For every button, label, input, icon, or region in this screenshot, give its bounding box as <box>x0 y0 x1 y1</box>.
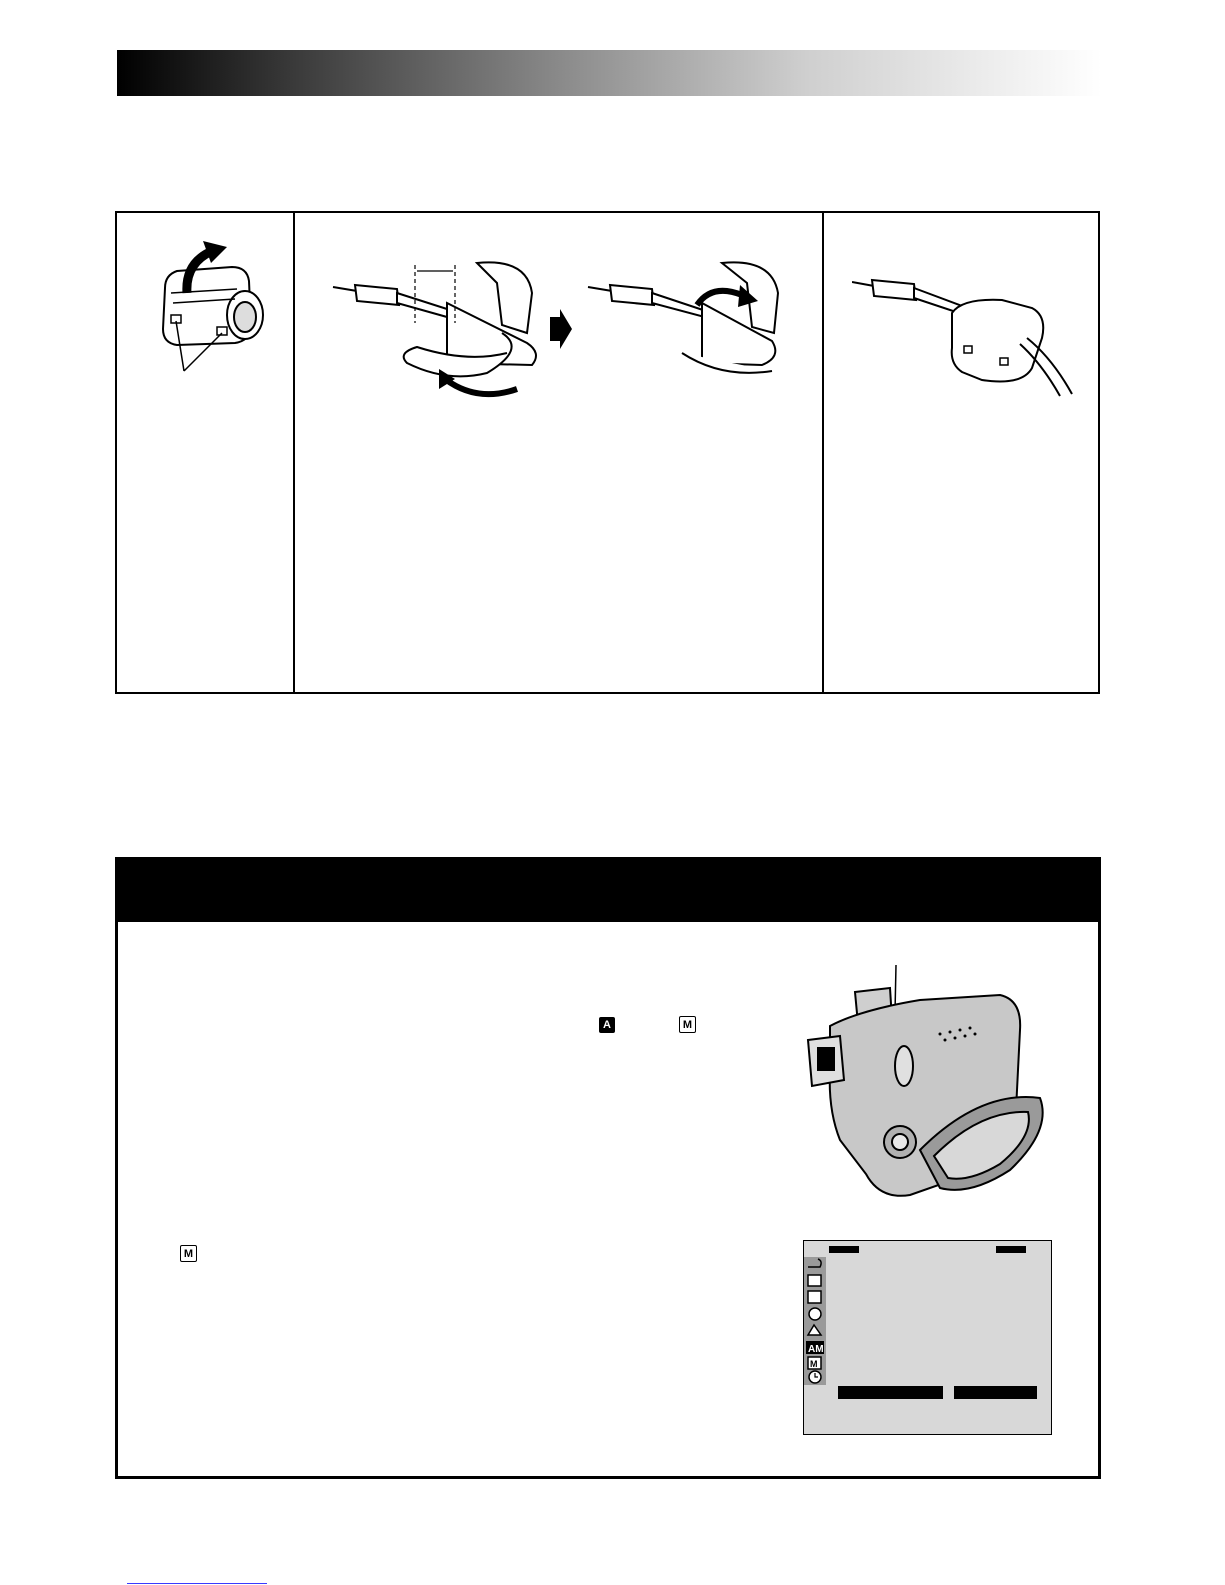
svg-text:M: M <box>810 1359 818 1369</box>
display-icon <box>808 1275 821 1286</box>
manual-mode-icon: M <box>679 1016 696 1033</box>
mode-section-title-bar <box>118 860 1098 922</box>
lcd-highlight-bar-right <box>954 1386 1037 1399</box>
panel-divider <box>293 213 295 692</box>
auto-mode-icon: A <box>599 1017 615 1033</box>
core-filter-instruction-box <box>115 211 1100 694</box>
wipe-icon <box>808 1325 821 1335</box>
cable-closing-illustration <box>582 253 797 393</box>
lcd-highlight-bar-left <box>838 1386 943 1399</box>
program-ae-icon <box>808 1291 821 1303</box>
return-icon <box>808 1259 821 1267</box>
section-heading-bar <box>117 50 1102 96</box>
lcd-top-bar-left <box>829 1246 859 1253</box>
footer-link-underline <box>127 1583 267 1584</box>
core-filter-attached-illustration <box>852 268 1077 398</box>
lcd-top-bar-right <box>996 1246 1026 1253</box>
manual-mode-icon: M <box>180 1245 197 1262</box>
lcd-menu-icon-column <box>804 1257 826 1385</box>
svg-text:AM: AM <box>808 1344 824 1355</box>
camcorder-illustration <box>800 960 1055 1205</box>
cable-winding-illustration <box>327 253 577 403</box>
right-arrow-icon <box>550 309 572 349</box>
fader-icon <box>809 1308 821 1320</box>
panel-divider <box>822 213 824 692</box>
lcd-menu-screen <box>803 1240 1052 1435</box>
core-filter-open-illustration <box>137 233 277 383</box>
